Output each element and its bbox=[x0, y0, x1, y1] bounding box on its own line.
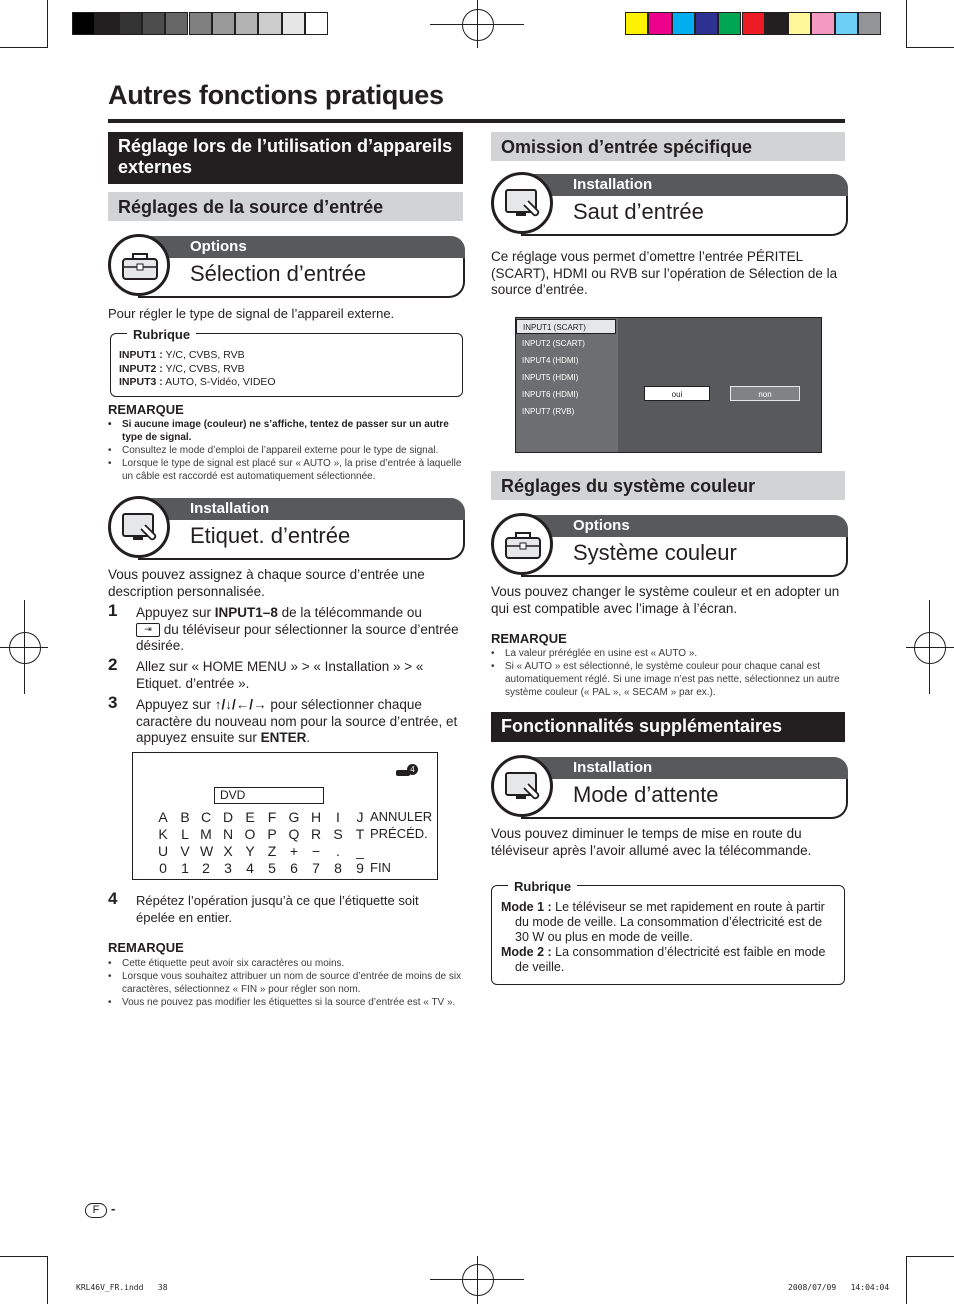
registration-target bbox=[462, 9, 494, 41]
couleur-intro: Vous pouvez changer le système couleur et en adopter un qui est compatible avec l’image à l’écran. bbox=[491, 584, 840, 616]
subsection-header-input-source: Réglages de la source d’entrée bbox=[108, 192, 463, 221]
remarque-title: REMARQUE bbox=[108, 940, 184, 955]
menu-banner-attente bbox=[491, 757, 848, 821]
attente-rubrique-list bbox=[501, 900, 839, 975]
registration-target bbox=[9, 632, 41, 664]
keyboard-key[interactable]: Y bbox=[245, 843, 255, 859]
section-header-external-devices: Réglage lors de l’utilisation d’appareils externes bbox=[108, 132, 463, 184]
remarque-title: REMARQUE bbox=[108, 402, 184, 417]
keyboard-key[interactable]: _ bbox=[356, 843, 364, 859]
keyboard-key[interactable]: . bbox=[336, 843, 340, 859]
toolbox-icon bbox=[491, 513, 553, 575]
etiquet-intro: Vous pouvez assignez à chaque source d’entrée une description personnalisée. bbox=[108, 567, 425, 599]
title-rule bbox=[108, 119, 845, 123]
keyboard-key[interactable]: Z bbox=[267, 843, 277, 859]
menu-title: Sélection d’entrée bbox=[190, 261, 367, 286]
menu-category: Installation bbox=[573, 176, 653, 193]
crop-mark bbox=[47, 0, 48, 48]
osd-input-item[interactable]: INPUT7 (RVB) bbox=[522, 407, 575, 416]
non-button[interactable]: non bbox=[730, 386, 800, 401]
color-swatch bbox=[788, 12, 811, 35]
couleur-notes bbox=[491, 647, 847, 699]
keyboard-action-key[interactable]: FIN bbox=[370, 860, 391, 875]
registration-target bbox=[914, 632, 946, 664]
page-number-dash: - bbox=[111, 1201, 116, 1216]
keyboard-key[interactable]: 7 bbox=[312, 860, 320, 876]
keyboard-key[interactable]: 8 bbox=[334, 860, 342, 876]
selection-intro: Pour régler le type de signal de l’appareil externe. bbox=[108, 306, 395, 321]
color-swatch bbox=[258, 12, 281, 35]
keyboard-key[interactable]: B bbox=[180, 809, 190, 825]
keyboard-key[interactable]: P bbox=[267, 826, 277, 842]
menu-category: Options bbox=[190, 238, 247, 255]
keyboard-key[interactable]: Q bbox=[288, 826, 300, 842]
color-swatch bbox=[742, 12, 765, 35]
note-item: • Lorsque vous souhaitez attribuer un nom de source d’entrée de moins de six caractères, sélectionnez « FIN » pour régler son nom. bbox=[108, 970, 464, 996]
keyboard-key[interactable]: U bbox=[157, 843, 169, 859]
menu-banner-couleur bbox=[491, 515, 848, 579]
keyboard-key[interactable]: N bbox=[222, 826, 234, 842]
keyboard-key[interactable]: F bbox=[267, 809, 277, 825]
color-swatch bbox=[95, 12, 118, 35]
selection-notes bbox=[108, 418, 466, 483]
note-item: • Consultez le mode d’emploi de l’appareil externe pour le type de signal. bbox=[108, 444, 466, 457]
keyboard-key[interactable]: H bbox=[310, 809, 322, 825]
attente-intro: Vous pouvez diminuer le temps de mise en route du téléviseur après l’avoir allumé avec la télécommande. bbox=[491, 826, 812, 858]
etiquet-notes bbox=[108, 957, 464, 1009]
toolbox-icon bbox=[108, 234, 170, 296]
section-header-omission: Omission d’entrée spécifique bbox=[491, 132, 845, 161]
note-item: • Lorsque le type de signal est placé sur « AUTO », la prise d’entrée à laquelle un câble est raccordé est automatiquement sélectionnée. bbox=[108, 457, 466, 483]
keyboard-key[interactable]: V bbox=[180, 843, 190, 859]
oui-button[interactable]: oui bbox=[644, 386, 710, 401]
input-icon: ⇥ bbox=[136, 623, 160, 637]
rubrique-label: Rubrique bbox=[508, 879, 577, 894]
menu-title: Mode d’attente bbox=[573, 782, 719, 807]
step-3-text: Appuyez sur ↑/↓/←/→ pour sélectionner chaque caractère du nouveau nom pour la source d’entrée, et appuyez ensuite sur ENTER. bbox=[136, 697, 458, 745]
footer-timestamp: 2008/07/09 14:04:04 bbox=[788, 1283, 890, 1292]
footer-filename: KRL46V_FR.indd 38 bbox=[76, 1283, 168, 1292]
registration-line bbox=[906, 647, 954, 648]
color-swatch bbox=[835, 12, 858, 35]
keyboard-action-key[interactable]: PRÉCÉD. bbox=[370, 826, 428, 841]
osd-input-item[interactable]: INPUT1 (SCART) bbox=[516, 319, 616, 334]
color-swatch bbox=[811, 12, 834, 35]
color-swatch bbox=[625, 12, 648, 35]
rubrique-item: Mode 1 : Le téléviseur se met rapidement en route à partir du mode de veille. La consommation d’électricité est de 30 W ou plus en mode de veille. bbox=[501, 900, 825, 944]
registration-line bbox=[929, 600, 930, 694]
crop-mark bbox=[906, 1256, 907, 1304]
color-swatch bbox=[305, 12, 328, 35]
color-swatch bbox=[648, 12, 671, 35]
crop-mark bbox=[906, 47, 954, 48]
keyboard-key[interactable]: S bbox=[333, 826, 343, 842]
keyboard-key[interactable]: − bbox=[311, 843, 321, 859]
registration-line bbox=[477, 0, 478, 48]
language-badge: F bbox=[85, 1203, 107, 1218]
keyboard-key[interactable]: 1 bbox=[181, 860, 189, 876]
crop-mark bbox=[0, 47, 48, 48]
step-number: 4 bbox=[108, 889, 118, 908]
rubrique-item: INPUT2 : Y/C, CVBS, RVB bbox=[119, 362, 245, 375]
keyboard-key[interactable]: + bbox=[289, 843, 299, 859]
note-item: • Si aucune image (couleur) ne s’affiche, tentez de passer sur un autre type de signal. bbox=[108, 418, 466, 444]
keyboard-key[interactable]: J bbox=[356, 809, 364, 825]
osd-input-item[interactable]: INPUT5 (HDMI) bbox=[522, 373, 579, 382]
color-swatch bbox=[119, 12, 142, 35]
keyboard-key[interactable]: 4 bbox=[246, 860, 254, 876]
step-number: 3 bbox=[108, 693, 118, 712]
menu-title: Etiquet. d’entrée bbox=[190, 523, 351, 548]
step-badge: 4 bbox=[407, 764, 418, 775]
keyboard-key[interactable]: R bbox=[310, 826, 322, 842]
keyboard-key[interactable]: 2 bbox=[202, 860, 210, 876]
keyboard-key[interactable]: K bbox=[158, 826, 168, 842]
keyboard-key[interactable]: G bbox=[288, 809, 300, 825]
keyboard-action-key[interactable]: ANNULER bbox=[370, 809, 433, 824]
keyboard-key[interactable]: M bbox=[200, 826, 212, 842]
crop-mark bbox=[906, 0, 907, 48]
color-swatch bbox=[72, 12, 95, 35]
keyboard-key[interactable]: D bbox=[222, 809, 234, 825]
saut-osd-screen bbox=[515, 317, 822, 453]
section-header-couleur: Réglages du système couleur bbox=[491, 471, 845, 500]
keyboard-key[interactable]: 0 bbox=[159, 860, 167, 876]
color-swatch bbox=[165, 12, 188, 35]
note-item: • Vous ne pouvez pas modifier les étiquettes si la source d’entrée est « TV ». bbox=[108, 996, 464, 1009]
menu-category: Options bbox=[573, 517, 630, 534]
keyboard-key[interactable]: E bbox=[245, 809, 255, 825]
color-swatch bbox=[718, 12, 741, 35]
osd-input-item[interactable]: INPUT2 (SCART) bbox=[522, 339, 585, 348]
keyboard-key[interactable]: 9 bbox=[356, 860, 364, 876]
menu-title: Saut d’entrée bbox=[573, 199, 704, 224]
rubrique-item: INPUT3 : AUTO, S-Vidéo, VIDEO bbox=[119, 376, 276, 388]
registration-target bbox=[462, 1264, 494, 1296]
color-swatch bbox=[858, 12, 881, 35]
keyboard-key[interactable]: C bbox=[200, 809, 212, 825]
step-1-text: Appuyez sur INPUT1–8 de la télécommande ou ⇥ du téléviseur pour sélectionner la source d’entrée désirée. bbox=[136, 605, 459, 653]
osd-input-item[interactable]: INPUT4 (HDMI) bbox=[522, 356, 579, 365]
color-swatch bbox=[282, 12, 305, 35]
color-swatch bbox=[235, 12, 258, 35]
keyboard-key[interactable]: 5 bbox=[268, 860, 276, 876]
color-swatch bbox=[189, 12, 212, 35]
note-item: • Si « AUTO » est sélectionné, le système couleur pour chaque canal est automatiquement réglé. Si une image n’est pas nette, sélectionnez un autre système couleur (« PAL », « SECAM » par ex.). bbox=[491, 660, 847, 699]
crop-mark bbox=[0, 1256, 48, 1257]
color-swatch bbox=[765, 12, 788, 35]
tv-wrench-icon bbox=[491, 755, 553, 817]
registration-line bbox=[477, 1256, 478, 1304]
crop-mark bbox=[47, 1256, 48, 1304]
page-title: Autres fonctions pratiques bbox=[108, 80, 444, 110]
keyboard-key[interactable]: 3 bbox=[224, 860, 232, 876]
color-swatch bbox=[672, 12, 695, 35]
keyboard-key[interactable]: X bbox=[223, 843, 233, 859]
step-4-text: Répétez l’opération jusqu’à ce que l’étiquette soit épelée en entier. bbox=[136, 893, 419, 925]
note-item: • Cette étiquette peut avoir six caractères ou moins. bbox=[108, 957, 464, 970]
color-swatch bbox=[212, 12, 235, 35]
step-number: 1 bbox=[108, 601, 118, 620]
menu-banner-saut bbox=[491, 174, 848, 238]
keyboard-key[interactable]: L bbox=[181, 826, 189, 842]
keyboard-key[interactable]: O bbox=[244, 826, 256, 842]
tv-wrench-icon bbox=[491, 172, 553, 234]
keyboard-key[interactable]: T bbox=[355, 826, 365, 842]
menu-category: Installation bbox=[573, 759, 653, 776]
menu-category: Installation bbox=[190, 500, 270, 517]
section-header-fonctionnalites: Fonctionnalités supplémentaires bbox=[491, 712, 845, 742]
saut-intro: Ce réglage vous permet d’omettre l’entrée PÉRITEL (SCART), HDMI ou RVB sur l’opération de Sélection de la source d’entrée. bbox=[491, 249, 838, 297]
crop-mark bbox=[906, 1256, 954, 1257]
menu-banner-etiquet bbox=[108, 498, 465, 562]
keyboard-key[interactable]: 6 bbox=[290, 860, 298, 876]
menu-banner-selection bbox=[108, 236, 465, 300]
step-number: 2 bbox=[108, 655, 118, 674]
menu-title: Système couleur bbox=[573, 540, 737, 565]
rubrique-item: Mode 2 : La consommation d’électricité est faible en mode de veille. bbox=[501, 945, 826, 974]
arrow-keys-icon: ↑/↓/←/→ bbox=[214, 697, 267, 712]
remarque-title: REMARQUE bbox=[491, 631, 567, 646]
keyboard-key[interactable]: A bbox=[158, 809, 168, 825]
keyboard-key[interactable]: W bbox=[200, 843, 214, 859]
color-swatch bbox=[695, 12, 718, 35]
step-2-text: Allez sur « HOME MENU » > « Installation » > « Etiquet. d’entrée ». bbox=[136, 659, 424, 691]
tv-wrench-icon bbox=[108, 496, 170, 558]
color-swatch bbox=[142, 12, 165, 35]
keyboard-key[interactable]: I bbox=[336, 809, 340, 825]
selection-rubrique-list bbox=[119, 349, 459, 390]
label-input-field[interactable]: DVD bbox=[214, 787, 324, 804]
registration-line bbox=[24, 600, 25, 694]
note-item: • La valeur préréglée en usine est « AUTO ». bbox=[491, 647, 847, 660]
rubrique-label: Rubrique bbox=[127, 327, 196, 342]
rubrique-item: INPUT1 : Y/C, CVBS, RVB bbox=[119, 349, 245, 361]
osd-input-item[interactable]: INPUT6 (HDMI) bbox=[522, 390, 579, 399]
